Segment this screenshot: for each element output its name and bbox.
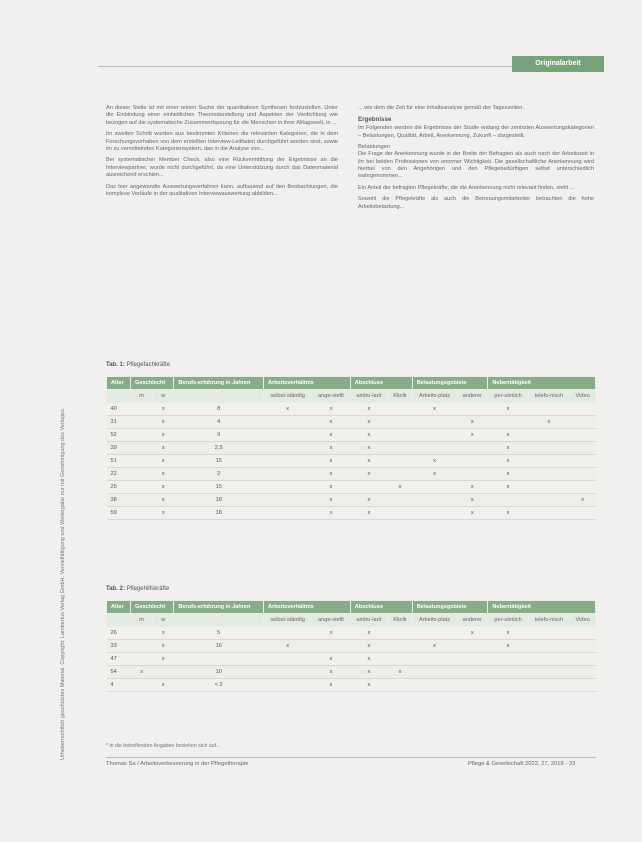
table1 [106,376,596,520]
table-group-header: Abschluss [350,601,412,614]
table-cell: x [153,455,174,468]
table-cell: x [412,468,456,481]
table-row [107,481,596,494]
table-group-header: Berufs-erfahrung in Jahren [174,601,264,614]
table-cell: x [350,666,387,679]
table-sub-header: anderer [457,614,488,627]
table-cell [528,468,570,481]
table-cell [570,442,596,455]
table-cell: x [153,403,174,416]
table-cell [264,468,312,481]
table-cell [264,455,312,468]
table-cell [488,679,528,692]
table-cell: < 2 [174,679,264,692]
table-row [107,666,596,679]
table-group-header-row [107,377,596,390]
table-cell [264,679,312,692]
table-cell: 8 [174,403,264,416]
table-row [107,627,596,640]
table-cell: x [312,679,350,692]
table-cell [570,429,596,442]
table-cell: x [488,403,528,416]
table-cell: x [312,429,350,442]
table-sub-header: ange-stellt [312,390,350,403]
table-cell [174,653,264,666]
table-cell: 31 [107,416,131,429]
table-cell: 25 [107,481,131,494]
table-cell: x [457,481,488,494]
table-cell: x [312,442,350,455]
table-cell: x [153,468,174,481]
table-cell [264,481,312,494]
table-cell: x [312,468,350,481]
table-cell [570,640,596,653]
table-cell [528,653,570,666]
table-cell [131,653,153,666]
table-cell: 38 [107,494,131,507]
table-cell: x [488,481,528,494]
table-cell: x [488,640,528,653]
table-cell: x [350,627,387,640]
table-sub-header: per-sönlich [488,614,528,627]
table-cell [350,481,387,494]
table-cell: 59 [107,507,131,520]
table-row [107,679,596,692]
table-sub-header: per-sönlich [488,390,528,403]
table-cell [457,468,488,481]
left-text-column [106,105,338,202]
table-cell: x [457,627,488,640]
table-sub-header [107,390,131,403]
table-cell [264,507,312,520]
table-cell: x [264,640,312,653]
table-group-header: Geschlecht [131,601,174,614]
table-cell: x [488,429,528,442]
paragraph: Bei systematischer Member Check, also eine Rückvermittlung der Ergebnisse an die Interviewpartner, wurde nicht durchgeführt, da eine Unterstützung durch das Datenmaterial ausreichend erschien... [106,157,338,179]
table-group-header-row [107,601,596,614]
table-cell [570,481,596,494]
footer-right: Pflege & Gesellschaft 2022, 27, 2018 - 33 [468,761,576,767]
paragraph: Die Frage der Anerkennung wurde in der Breite der Befragten als auch nach der Arbeitszeit in ihr bei beiden Professionen von enormer Wichtigkeit. Die gesellschaftliche Anerkennung wird hierbei von den Angehörigen und den Pflegebedürftigen selbst unterschiedlich wahrgenommen... [358,151,594,180]
table-cell [388,455,413,468]
table-cell: 22 [107,468,131,481]
table-sub-header: anderer [457,390,488,403]
table-cell [131,416,153,429]
table-sub-header: m [131,614,153,627]
table-cell: x [350,403,387,416]
table-cell [412,679,456,692]
table-cell [528,455,570,468]
table-cell: 5 [174,627,264,640]
table-cell [570,416,596,429]
paragraph: ... wie dem die Zeit für eine Inhaltsanalyse gemäß der Tageszeiten. [358,105,524,111]
table-cell: 39 [107,442,131,455]
table-cell: x [350,653,387,666]
table-cell: 18 [174,507,264,520]
table-cell: x [312,666,350,679]
table-group-header: Alter [107,377,131,390]
table-cell [131,627,153,640]
table-cell [412,442,456,455]
table-group-header: Arbeitsverhältnis [264,377,351,390]
table1-caption [106,362,170,368]
table-cell [388,429,413,442]
table-cell [264,653,312,666]
table-cell: x [312,507,350,520]
table-cell [312,640,350,653]
table-cell: x [153,429,174,442]
table-row [107,507,596,520]
table-group-header: Berufs-erfahrung in Jahren [174,377,264,390]
table-cell [488,494,528,507]
paragraph: Sowohl die Pflegekräfte als auch die Betreuungsmitarbeiter betrachten die hohe Arbeitsbelastung... [358,196,594,210]
table-cell [528,494,570,507]
table-cell [412,627,456,640]
table-cell: x [570,494,596,507]
table-group-header: Nebentätigkeit [488,601,596,614]
table-cell: 2,5 [174,442,264,455]
table-sub-header: selbst-ständig [264,390,312,403]
table-cell [412,507,456,520]
table-sub-header: m [131,390,153,403]
table-cell [528,442,570,455]
table-group-header: Belastungsgebiete [412,377,488,390]
table-sub-header: ange-stellt [312,614,350,627]
table-cell [388,679,413,692]
table-group-header: Belastungsgebiete [412,601,488,614]
table-cell: x [312,627,350,640]
table-cell: x [412,455,456,468]
table-cell [131,403,153,416]
table-cell [488,653,528,666]
table-cell [457,666,488,679]
table-cell: x [488,507,528,520]
table1-caption-label: Tab. 1: [106,362,125,368]
paragraph: Im zweiten Schritt wurden aus bestimmten Kriterien die relevanten Kategorien, die in dem Forschungsvorhaben von dem erstellten Interview-Leitfaden durchgeführt worden sind, sowie im zu vermittelnden Kategoriensystem, das in die Analyse von... [106,131,338,153]
table-cell: 9 [174,429,264,442]
paragraph: An dieser Stelle ist mit einer reinen Suche der quantitativen Synthesen festzustellen. Unter die Einbindung einer einheitlichen Theoriedarstellung und Aspekten der Verdichtung wie bezogen auf die systematische Zusammenfassung für die Menschen in ihrer Alltagswelt, in ... [106,105,338,126]
table-cell: 51 [107,455,131,468]
table-cell: x [153,627,174,640]
table-cell [264,666,312,679]
table-cell [412,653,456,666]
right-text-column [358,105,594,215]
table-cell [131,507,153,520]
table-cell: x [131,666,153,679]
table-cell: 2 [174,468,264,481]
table-cell: x [312,455,350,468]
table-group-header: Abschluss [350,377,412,390]
table-cell [570,455,596,468]
table-cell [131,455,153,468]
footer-rule [106,757,596,758]
table-sub-header: Klinik [388,614,413,627]
table-cell: x [350,494,387,507]
table-cell [528,481,570,494]
table-cell [570,627,596,640]
table-cell [457,455,488,468]
table-cell [131,442,153,455]
table-cell [412,429,456,442]
table-cell: 47 [107,653,131,666]
table-row [107,468,596,481]
table-cell: x [350,429,387,442]
table-cell [570,468,596,481]
table-sub-header: Arbeits-platz [412,390,456,403]
table-cell [457,653,488,666]
table-sub-header [107,614,131,627]
table-cell [528,627,570,640]
table2-caption [106,586,169,592]
table-cell [153,666,174,679]
table-sub-header: Video [570,614,596,627]
table-cell [570,403,596,416]
table-cell: x [388,481,413,494]
table-cell: x [350,507,387,520]
table-cell [388,494,413,507]
table-cell [388,640,413,653]
table-cell: x [153,481,174,494]
table-sub-header: ambu-lant [350,390,387,403]
table-cell: x [153,507,174,520]
table1-caption-text: Pflegefachkräfte [126,362,170,368]
table-cell [570,666,596,679]
subheading: Belastungen [358,144,391,151]
footer-left: Thomas Sa / Arbeitsverbesserung in der Pflegetherapie [106,761,249,767]
table-cell: 54 [107,666,131,679]
table-sub-header: Arbeits-platz [412,614,456,627]
table-cell: 4 [107,679,131,692]
table-sub-header: w [153,390,174,403]
table-row [107,416,596,429]
table-cell: x [457,429,488,442]
table-cell: 4 [174,416,264,429]
table-sub-header [174,390,264,403]
table2 [106,600,596,692]
table-cell [131,640,153,653]
table-cell [412,494,456,507]
table-cell: x [457,416,488,429]
table-cell: x [350,442,387,455]
table-cell: 15 [174,481,264,494]
table-cell: 16 [174,640,264,653]
table-cell [528,429,570,442]
table-cell [264,627,312,640]
table-cell: x [412,640,456,653]
table-cell [388,468,413,481]
table-sub-header [174,614,264,627]
table-cell [264,416,312,429]
table-cell: 26 [107,627,131,640]
table-cell: x [312,481,350,494]
table-group-header: Geschlecht [131,377,174,390]
table-cell [264,442,312,455]
table-cell: x [153,653,174,666]
table-cell [388,653,413,666]
table-note: * in die betreffenden Angaben beziehen sich auf... [106,743,221,749]
table-sub-header: w [153,614,174,627]
table-cell: x [350,416,387,429]
table-cell [528,640,570,653]
table-cell [528,666,570,679]
table-cell [388,403,413,416]
table-group-header: Nebentätigkeit [488,377,596,390]
table-cell: x [350,468,387,481]
table-sub-header: Video [570,390,596,403]
table-group-header: Alter [107,601,131,614]
table-cell: x [350,640,387,653]
table-cell [131,429,153,442]
table-cell [528,679,570,692]
table-cell [412,481,456,494]
table-row [107,442,596,455]
table-cell: 15 [174,455,264,468]
table-sub-header: ambu-lant [350,614,387,627]
table-cell [388,416,413,429]
table-cell: 52 [107,429,131,442]
table-sub-header: telefo-nisch [528,390,570,403]
table-cell [457,403,488,416]
table-cell: 33 [107,640,131,653]
table-cell: x [264,403,312,416]
copyright-side-note: Urheberrechtlich geschütztes Material. Copyright: Lambertus Verlag GmbH. Vervielfältigung und Weitergabe nur mit Genehmigung des Verlages. [60,407,66,760]
table-sub-header: telefo-nisch [528,614,570,627]
table2-caption-text: Pflegehilfskräfte [126,586,170,592]
table-cell [570,507,596,520]
table-cell [488,666,528,679]
table-cell [131,494,153,507]
table-cell [570,653,596,666]
results-heading: Ergebnisse [358,116,392,124]
table-cell [488,416,528,429]
table-cell [457,640,488,653]
table-sub-header-row [107,390,596,403]
table-cell [264,494,312,507]
table-cell [412,416,456,429]
table-cell: x [153,679,174,692]
table-cell: x [153,494,174,507]
table-sub-header: selbst-ständig [264,614,312,627]
table-row [107,429,596,442]
paragraph: Im Folgenden werden die Ergebnisse der Studie entlang der zentralen Auswertungskategorien – Belastungen, Qualität, Arbeit, Anerkennung, Zukunft – dargestellt. [358,125,594,139]
table-cell [457,442,488,455]
table-row [107,640,596,653]
table-cell [264,429,312,442]
table-cell [131,481,153,494]
table-cell: x [488,455,528,468]
table-cell: x [388,666,413,679]
table-cell [388,507,413,520]
table-cell: x [457,507,488,520]
table-group-header: Arbeitsverhältnis [264,601,351,614]
paragraph: Das hier angewandte Auswertungsverfahren kann, aufbauend auf den Beobachtungen, die komplexe Verläufe in der qualitativen Interviewauswertung abbilden... [106,183,338,198]
table-cell: x [312,494,350,507]
table-cell [412,666,456,679]
table-row [107,494,596,507]
table2-caption-label: Tab. 2: [106,586,125,592]
table-cell: x [412,403,456,416]
table-cell: x [350,679,387,692]
table-cell: x [312,416,350,429]
table-cell [131,468,153,481]
table-cell [528,507,570,520]
table-cell: x [312,403,350,416]
table-cell: 40 [107,403,131,416]
table-cell: x [488,468,528,481]
table-cell [131,679,153,692]
table-cell [388,442,413,455]
table-row [107,653,596,666]
table-cell [388,627,413,640]
table-cell [528,403,570,416]
table-cell: x [153,416,174,429]
section-tab: Originalarbeit [512,56,604,72]
table-cell: x [457,494,488,507]
table-cell: 18 [174,494,264,507]
table-cell [570,679,596,692]
table-cell: x [528,416,570,429]
table-cell: x [153,442,174,455]
table-row [107,455,596,468]
table-cell: x [312,653,350,666]
table-cell: x [350,455,387,468]
table-cell: 10 [174,666,264,679]
table-cell [457,679,488,692]
table-cell: x [488,442,528,455]
paragraph: Ein Anteil der befragten Pflegekräfte, die die Anerkennung nicht relevant finden, sieht ... [358,184,575,191]
table-row [107,403,596,416]
table-cell: x [488,627,528,640]
table-cell: x [153,640,174,653]
table-sub-header: Klinik [388,390,413,403]
table-sub-header-row [107,614,596,627]
